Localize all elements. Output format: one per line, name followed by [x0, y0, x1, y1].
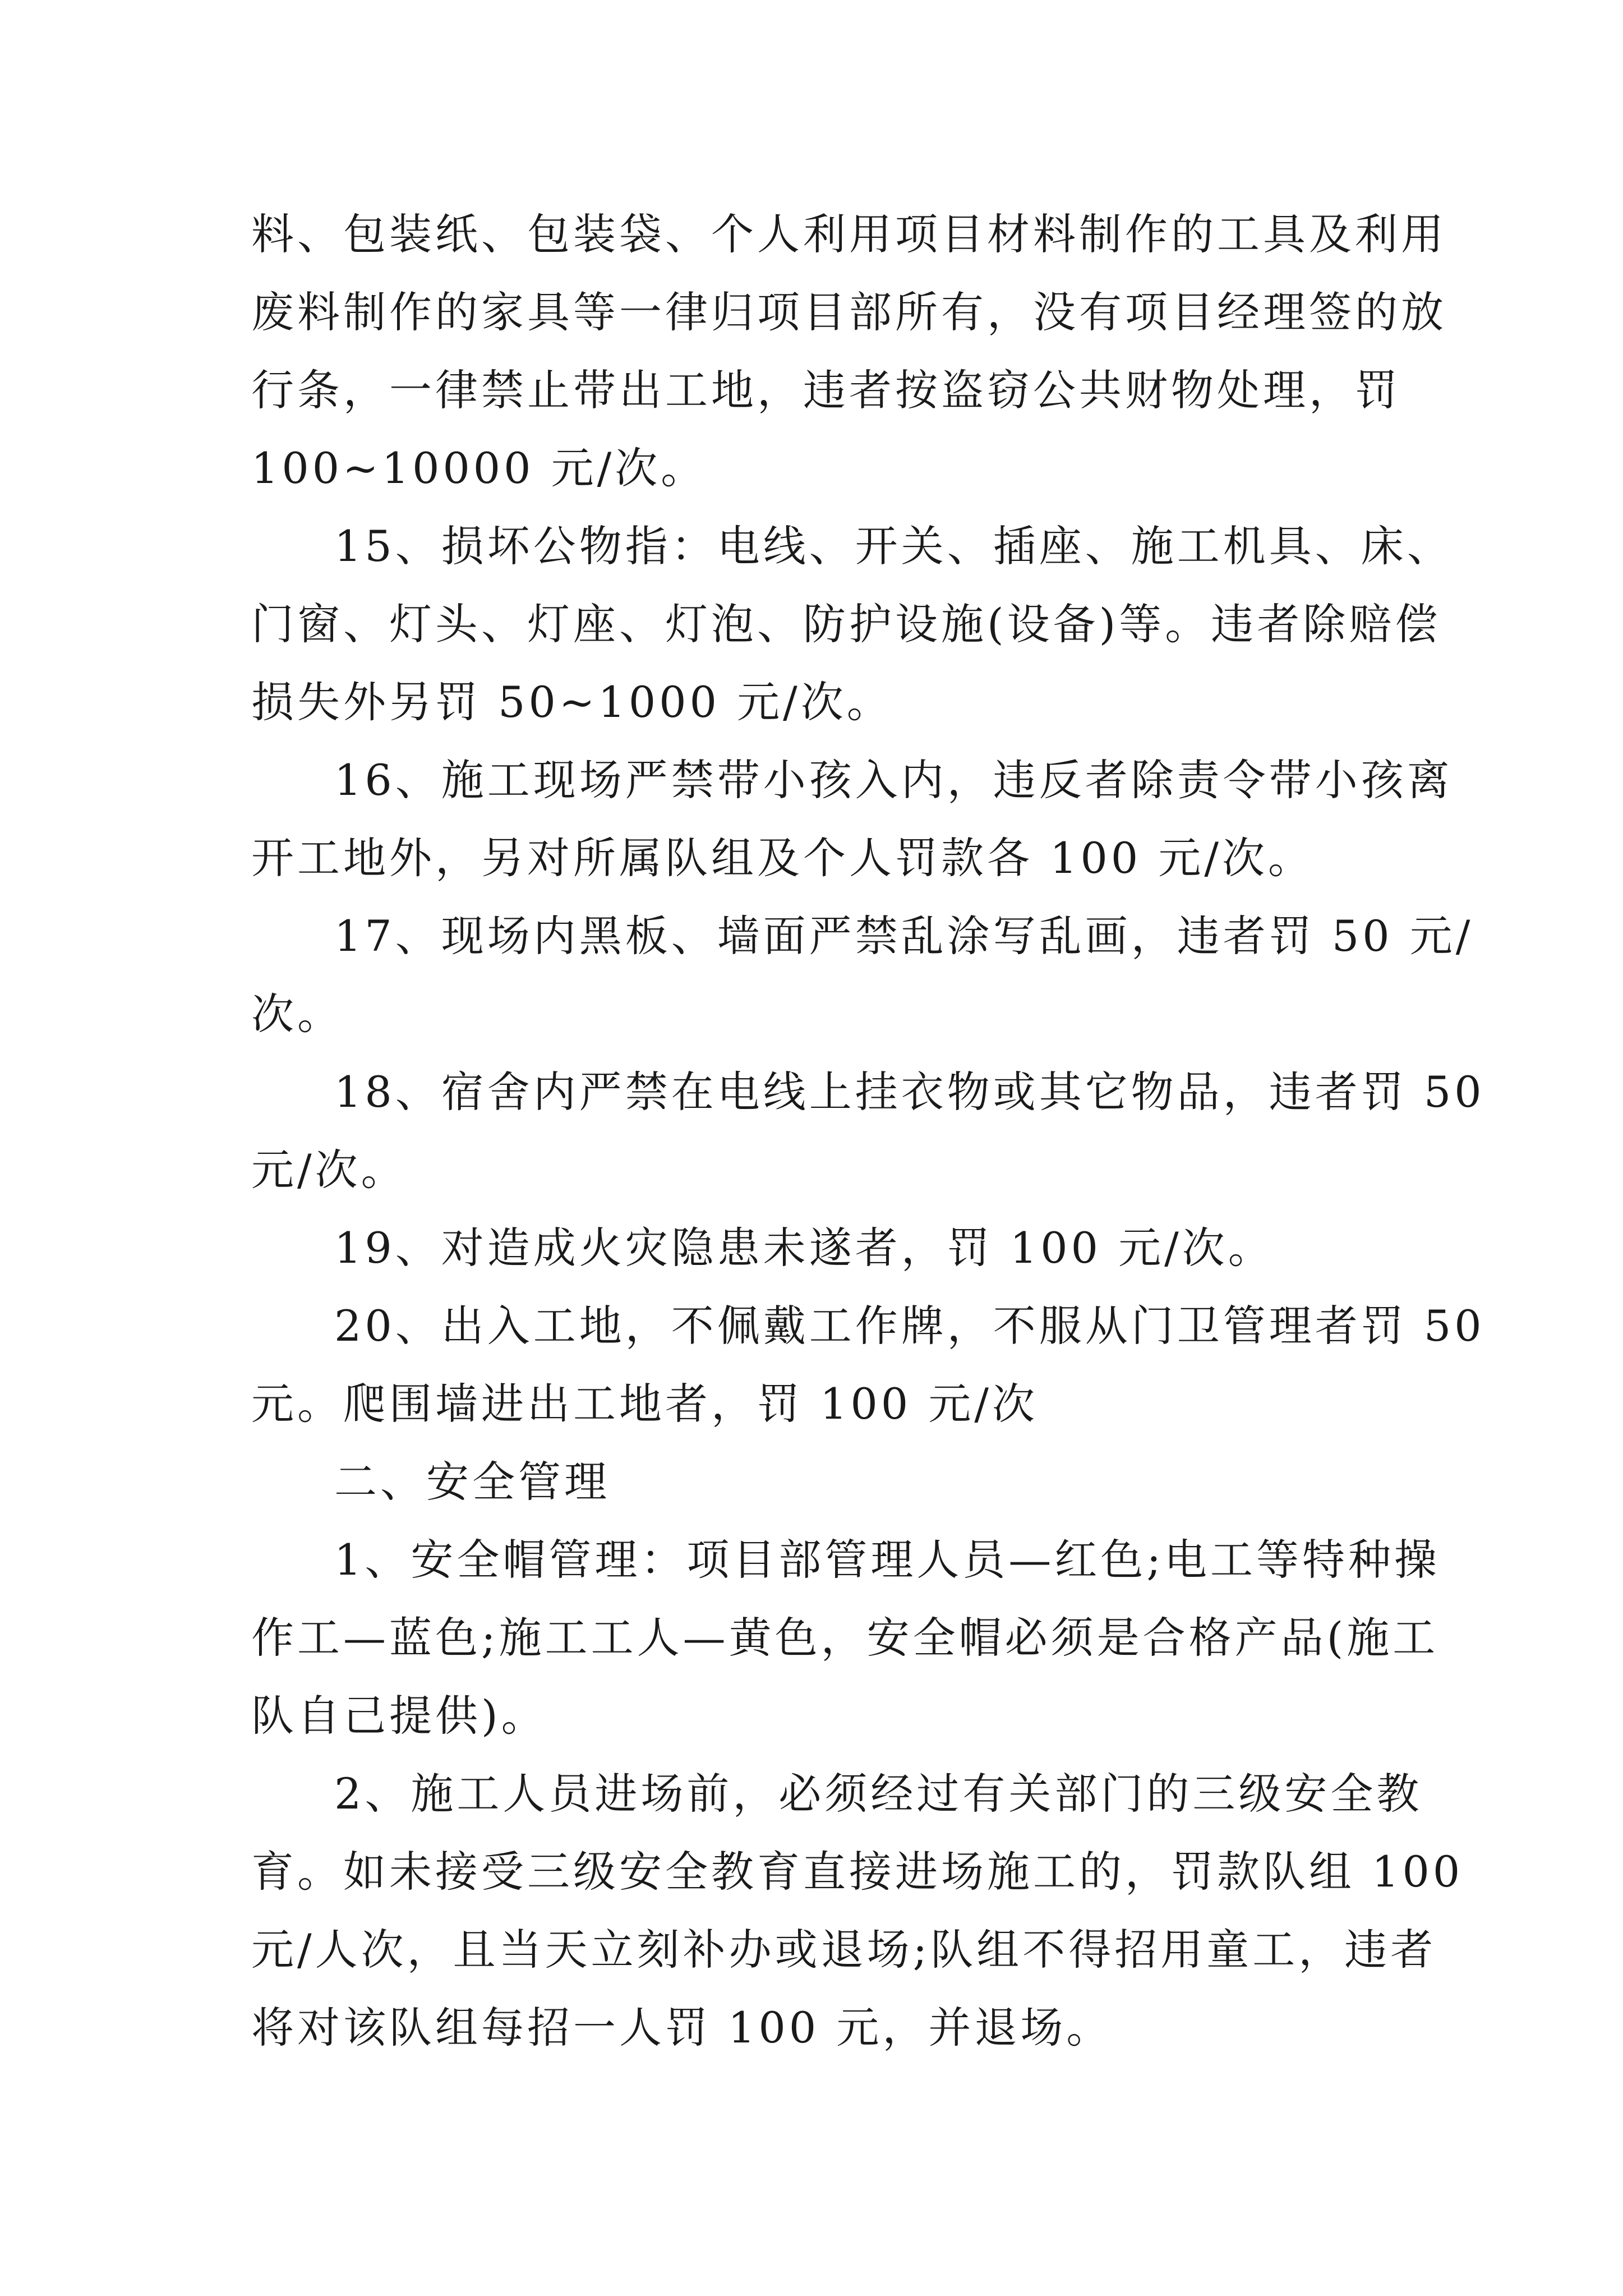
text-line: 100~10000 元/次。 — [251, 443, 707, 493]
text-line: 15、损坏公物指：电线、开关、插座、施工机具、床、 — [334, 521, 1453, 571]
text-line: 18、宿舍内严禁在电线上挂衣物或其它物品，违者罚 50 — [334, 1067, 1485, 1117]
text-line: 开工地外，另对所属队组及个人罚款各 100 元/次。 — [251, 833, 1314, 883]
text-line: 门窗、灯头、灯座、灯泡、防护设施(设备)等。违者除赔偿 — [251, 599, 1441, 649]
text-line: 1、安全帽管理：项目部管理人员—红色;电工等特种操 — [334, 1535, 1440, 1585]
text-line: 19、对造成火灾隐患未遂者，罚 100 元/次。 — [334, 1223, 1274, 1273]
text-line: 作工—蓝色;施工工人—黄色，安全帽必须是合格产品(施工 — [251, 1613, 1439, 1663]
text-line: 2、施工人员进场前，必须经过有关部门的三级安全教 — [334, 1769, 1423, 1819]
text-line: 育。如未接受三级安全教育直接进场施工的，罚款队组 100 — [251, 1847, 1464, 1897]
text-line: 队自己提供)。 — [251, 1691, 547, 1741]
text-line: 16、施工现场严禁带小孩入内，违反者除责令带小孩离 — [334, 755, 1453, 805]
text-line: 料、包装纸、包装袋、个人利用项目材料制作的工具及利用 — [251, 209, 1447, 259]
text-line: 将对该队组每招一人罚 100 元，并退场。 — [251, 2003, 1113, 2053]
text-line: 元。爬围墙进出工地者，罚 100 元/次 — [251, 1379, 1038, 1429]
text-line: 元/人次，且当天立刻补办或退场;队组不得招用童工，违者 — [251, 1925, 1437, 1975]
text-line: 损失外另罚 50~1000 元/次。 — [251, 677, 893, 727]
text-line: 次。 — [251, 989, 343, 1039]
section-heading: 二、安全管理 — [334, 1457, 610, 1507]
text-line: 行条，一律禁止带出工地，违者按盗窃公共财物处理，罚 — [251, 365, 1401, 415]
text-line: 废料制作的家具等一律归项目部所有，没有项目经理签的放 — [251, 287, 1447, 337]
text-line: 17、现场内黑板、墙面严禁乱涂写乱画，违者罚 50 元/ — [334, 911, 1474, 961]
text-line: 20、出入工地，不佩戴工作牌，不服从门卫管理者罚 50 — [334, 1301, 1485, 1351]
text-line: 元/次。 — [251, 1145, 407, 1195]
